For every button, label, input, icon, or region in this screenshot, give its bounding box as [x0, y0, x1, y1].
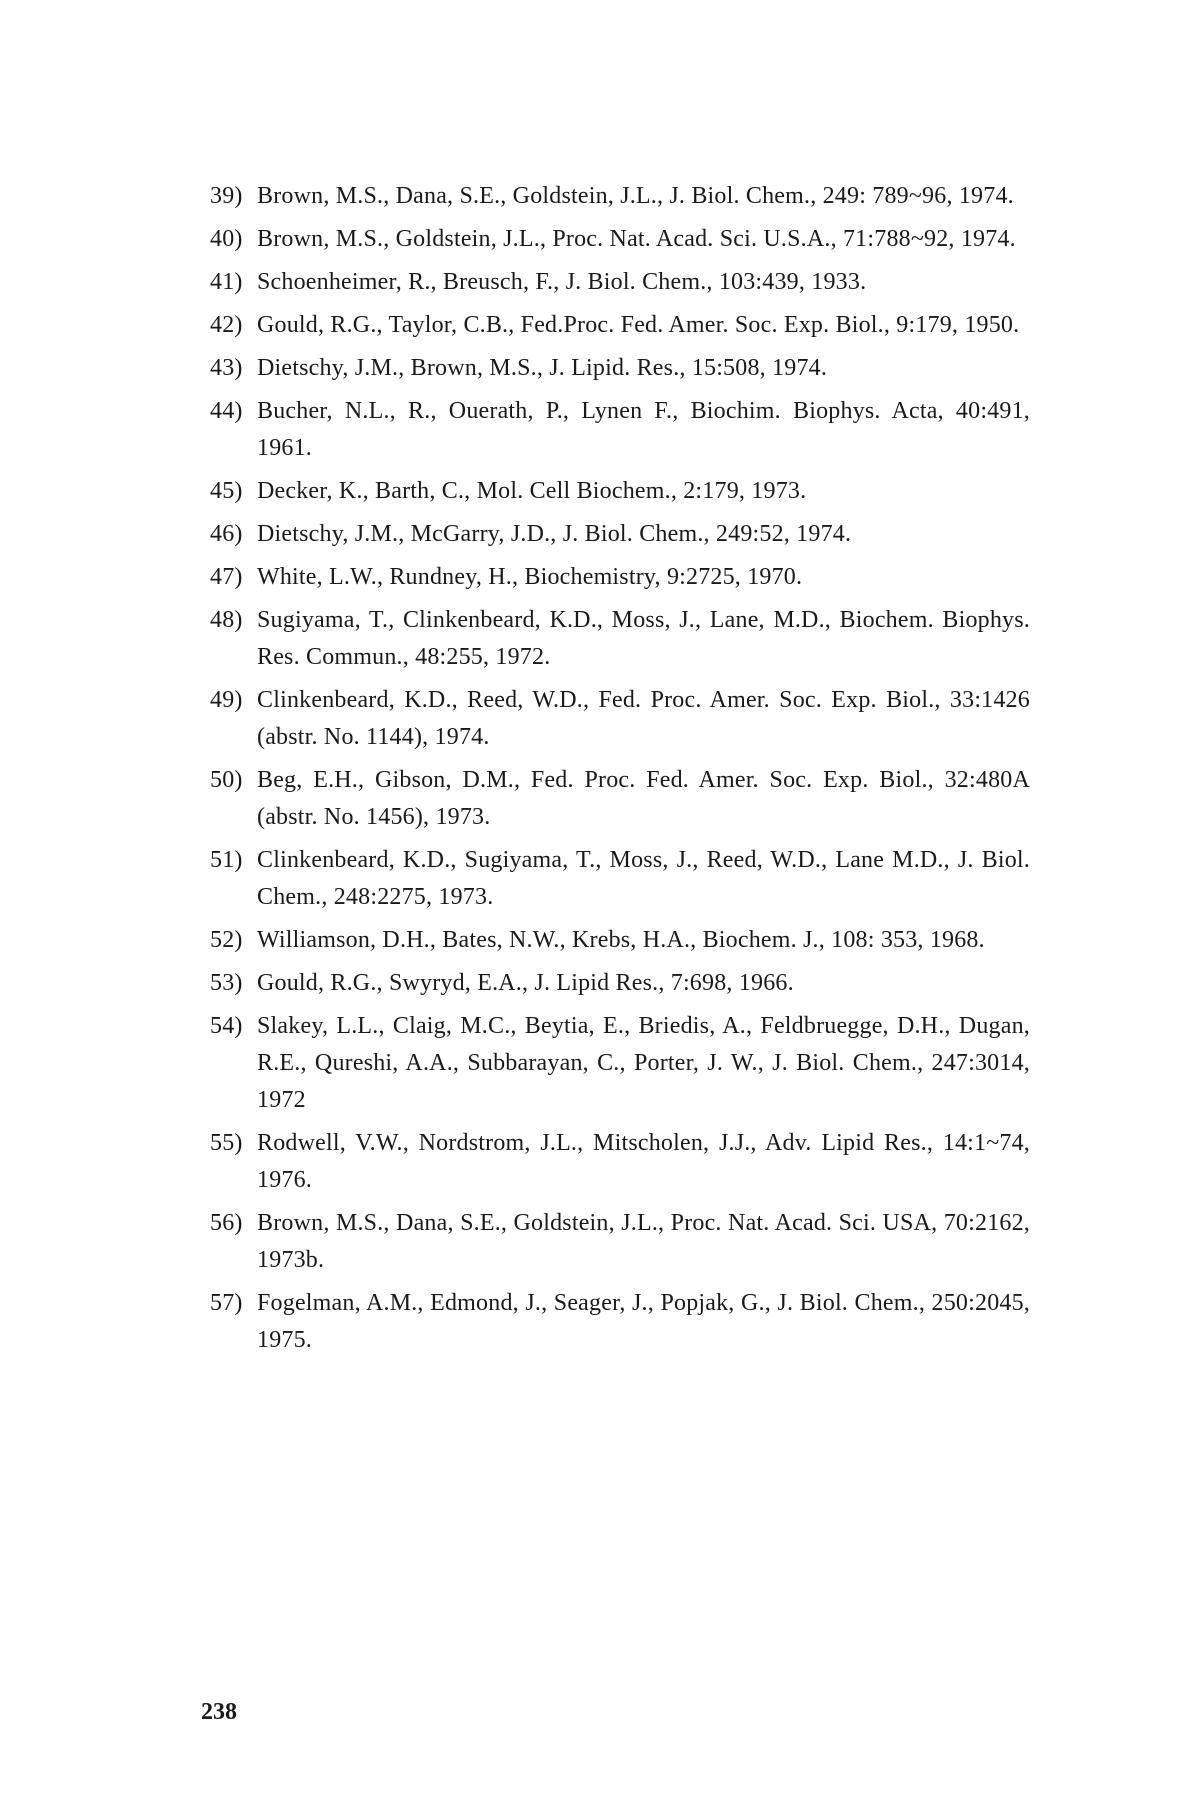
reference-text: Beg, E.H., Gibson, D.M., Fed. Proc. Fed. Amer. Soc. Exp. Biol., 32:480A (abstr. No. 1456), 1973.	[257, 767, 1030, 830]
reference-item	[210, 1125, 1030, 1199]
reference-text: Gould, R.G., Swyryd, E.A., J. Lipid Res., 7:698, 1966.	[257, 970, 794, 996]
reference-text: Dietschy, J.M., McGarry, J.D., J. Biol. Chem., 249:52, 1974.	[257, 521, 852, 547]
reference-number: 54)	[210, 1013, 243, 1039]
reference-number: 53)	[210, 970, 243, 996]
reference-text: Clinkenbeard, K.D., Sugiyama, T., Moss, J., Reed, W.D., Lane M.D., J. Biol. Chem., 248:2275, 1973.	[257, 847, 1030, 910]
reference-item	[210, 393, 1030, 467]
page-number: 238	[201, 1699, 237, 1725]
reference-number: 49)	[210, 687, 243, 713]
reference-number: 50)	[210, 767, 243, 793]
reference-item	[210, 922, 1030, 959]
reference-item	[210, 307, 1030, 344]
reference-item	[210, 264, 1030, 301]
reference-text: White, L.W., Rundney, H., Biochemistry, 9:2725, 1970.	[257, 564, 803, 590]
reference-item	[210, 602, 1030, 676]
reference-item	[210, 516, 1030, 553]
reference-item	[210, 473, 1030, 510]
reference-number: 48)	[210, 607, 243, 633]
reference-number: 57)	[210, 1290, 243, 1316]
reference-item	[210, 1285, 1030, 1359]
reference-item	[210, 682, 1030, 756]
reference-number: 41)	[210, 269, 243, 295]
reference-number: 44)	[210, 398, 243, 424]
reference-item	[210, 221, 1030, 258]
reference-text: Clinkenbeard, K.D., Reed, W.D., Fed. Proc. Amer. Soc. Exp. Biol., 33:1426 (abstr. No. 1144), 1974.	[257, 687, 1030, 750]
reference-text: Decker, K., Barth, C., Mol. Cell Biochem., 2:179, 1973.	[257, 478, 807, 504]
reference-text: Fogelman, A.M., Edmond, J., Seager, J., Popjak, G., J. Biol. Chem., 250:2045, 1975.	[257, 1290, 1030, 1353]
reference-text: Rodwell, V.W., Nordstrom, J.L., Mitscholen, J.J., Adv. Lipid Res., 14:1~74, 1976.	[257, 1130, 1030, 1193]
reference-number: 56)	[210, 1210, 243, 1236]
reference-item	[210, 350, 1030, 387]
reference-text: Slakey, L.L., Claig, M.C., Beytia, E., Briedis, A., Feldbruegge, D.H., Dugan, R.E., Qureshi, A.A., Subbarayan, C., Porter, J. W., J. Biol. Chem., 247:3014, 1972	[257, 1013, 1030, 1113]
reference-text: Dietschy, J.M., Brown, M.S., J. Lipid. Res., 15:508, 1974.	[257, 355, 828, 381]
reference-item	[210, 1205, 1030, 1279]
reference-text: Schoenheimer, R., Breusch, F., J. Biol. Chem., 103:439, 1933.	[257, 269, 867, 295]
reference-item	[210, 559, 1030, 596]
reference-list	[210, 178, 1030, 1365]
reference-number: 47)	[210, 564, 243, 590]
reference-number: 39)	[210, 183, 243, 209]
reference-item	[210, 178, 1030, 215]
reference-text: Brown, M.S., Dana, S.E., Goldstein, J.L., Proc. Nat. Acad. Sci. USA, 70:2162, 1973b.	[257, 1210, 1030, 1273]
reference-text: Williamson, D.H., Bates, N.W., Krebs, H.A., Biochem. J., 108: 353, 1968.	[257, 927, 985, 953]
reference-item	[210, 1008, 1030, 1119]
reference-number: 55)	[210, 1130, 243, 1156]
reference-text: Brown, M.S., Dana, S.E., Goldstein, J.L., J. Biol. Chem., 249: 789~96, 1974.	[257, 183, 1014, 209]
reference-number: 45)	[210, 478, 243, 504]
reference-text: Sugiyama, T., Clinkenbeard, K.D., Moss, J., Lane, M.D., Biochem. Biophys. Res. Commun., 48:255, 1972.	[257, 607, 1030, 670]
reference-number: 52)	[210, 927, 243, 953]
reference-item	[210, 842, 1030, 916]
reference-number: 51)	[210, 847, 243, 873]
reference-item	[210, 965, 1030, 1002]
reference-text: Brown, M.S., Goldstein, J.L., Proc. Nat. Acad. Sci. U.S.A., 71:788~92, 1974.	[257, 226, 1016, 252]
reference-item	[210, 762, 1030, 836]
reference-number: 43)	[210, 355, 243, 381]
reference-text: Gould, R.G., Taylor, C.B., Fed.Proc. Fed. Amer. Soc. Exp. Biol., 9:179, 1950.	[257, 312, 1020, 338]
reference-number: 40)	[210, 226, 243, 252]
reference-number: 46)	[210, 521, 243, 547]
reference-number: 42)	[210, 312, 243, 338]
reference-text: Bucher, N.L., R., Ouerath, P., Lynen F., Biochim. Biophys. Acta, 40:491, 1961.	[257, 398, 1030, 461]
